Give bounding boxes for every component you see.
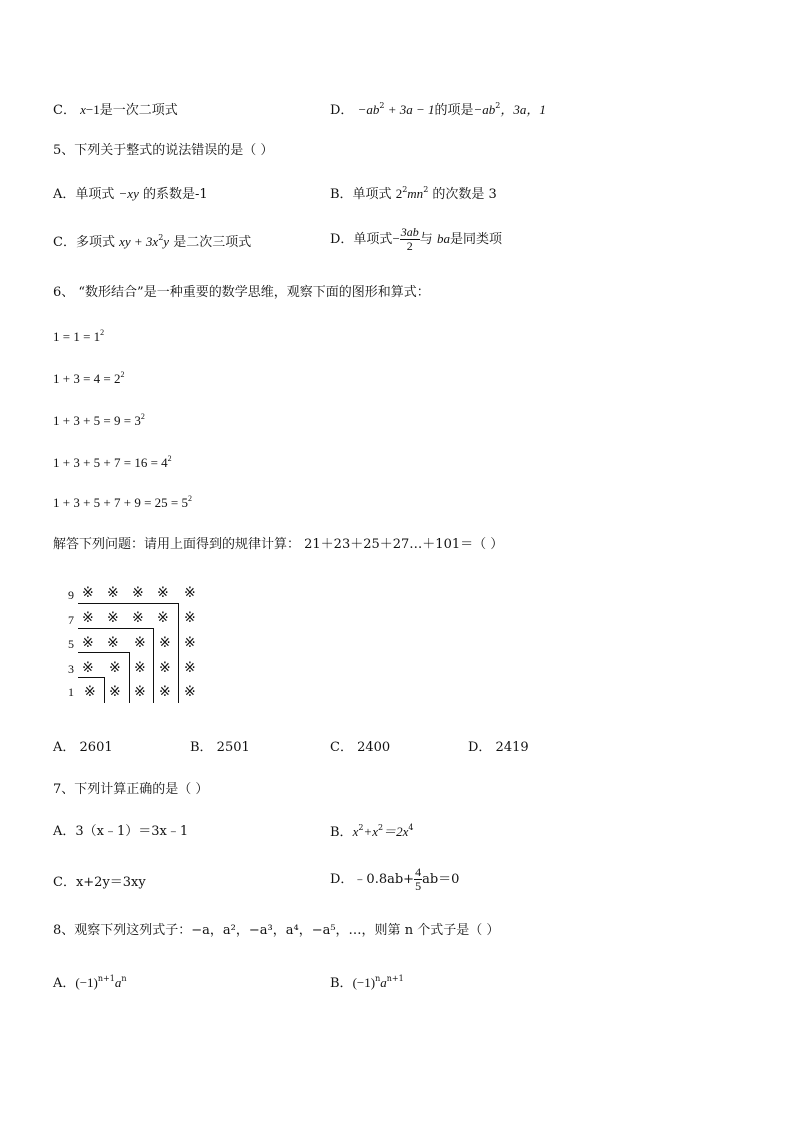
exponent: n [121, 974, 127, 983]
math-expr: − [392, 231, 400, 246]
exponent: 2 [167, 454, 172, 463]
star-mark: ※ [159, 635, 171, 651]
q6-option-c: C． 2400 [330, 740, 391, 755]
star-mark: ※ [107, 585, 119, 601]
exponent: 2 [423, 185, 429, 194]
math-expr: −xy [118, 186, 139, 201]
l-border [78, 652, 129, 653]
star-mark: ※ [132, 585, 144, 601]
q5-option-b [330, 185, 497, 204]
star-mark: ※ [159, 660, 171, 676]
l-border [153, 628, 154, 703]
star-mark: ※ [134, 684, 146, 700]
star-mark: ※ [134, 635, 146, 651]
q8-stem [53, 922, 499, 940]
row-label: 9 [68, 588, 74, 602]
option-letter: C． [53, 103, 76, 118]
exponent: 2 [188, 494, 192, 503]
math-expr: (−1) [352, 975, 376, 990]
math-expr: x [80, 102, 86, 117]
q7-option-b [330, 823, 413, 842]
math-expr: −1 [85, 102, 100, 117]
q7-option-c: C．x+2y＝3xy [53, 875, 146, 890]
star-mark: ※ [184, 660, 196, 676]
exponent: 2 [120, 370, 125, 379]
math-expr: x [352, 824, 359, 839]
q5-stem: 5、下列关于整式的说法错误的是（ ） [53, 143, 274, 158]
star-mark: ※ [109, 660, 121, 676]
math-expr: a [114, 975, 122, 990]
q6-stem: 6、 “数形结合”是一种重要的数学思维，观察下面的图形和算式： [53, 285, 430, 300]
star-mark: ※ [157, 610, 169, 626]
option-text: 是同类项 [449, 232, 502, 247]
exponent: 2 [100, 328, 105, 337]
math-expr: 2 [395, 186, 403, 201]
math-expr: a [380, 975, 387, 990]
equation-text: 1 + 3 + 5 + 7 + 9 = 25 = 5 [53, 495, 188, 510]
star-mark: ※ [132, 610, 144, 626]
star-mark: ※ [184, 635, 196, 651]
numerator: 3ab [400, 225, 419, 239]
option-letter: D． [330, 103, 354, 118]
star-mark: ※ [159, 684, 171, 700]
option-text: ab＝0 [422, 872, 460, 887]
option-letter: B． [330, 825, 353, 840]
star-mark: ※ [109, 684, 121, 700]
math-expr: mn [407, 186, 424, 201]
row-label: 3 [68, 662, 74, 676]
math-expr: + 3a − 1 [384, 102, 435, 117]
star-mark: ※ [184, 684, 196, 700]
star-mark: ※ [157, 585, 169, 601]
equation-text: 1 + 3 + 5 + 7 = 16 = 4 [53, 455, 168, 470]
option-letter: B． [330, 976, 353, 991]
row-label: 5 [68, 637, 74, 651]
math-expr: ba [436, 231, 450, 246]
q6-equation [53, 454, 172, 472]
star-mark: ※ [82, 660, 94, 676]
q8-option-a [53, 974, 127, 993]
exponent: 2 [140, 412, 145, 421]
star-mark: ※ [82, 610, 94, 626]
l-border [178, 603, 179, 703]
math-expr: y [163, 234, 170, 249]
q6-equation [53, 412, 145, 430]
exponent: n+1 [386, 974, 404, 983]
star-mark: ※ [82, 635, 94, 651]
denominator: 5 [415, 879, 422, 893]
option-text: D．单项式 [330, 232, 393, 247]
star-mark: ※ [134, 660, 146, 676]
math-expr: ，3a，1 [500, 102, 546, 117]
numerator: 4 [415, 865, 422, 879]
star-mark: ※ [107, 635, 119, 651]
math-expr: −ab [473, 102, 496, 117]
q5-option-a [53, 185, 208, 204]
l-border [78, 603, 178, 604]
option-text: 的系数是-1 [142, 187, 208, 202]
q6-question: 解答下列问题：请用上面得到的规律计算： 21＋23＋25＋27…＋101＝（ ） [53, 537, 504, 552]
exponent: 2 [358, 823, 364, 832]
q7-option-a: A．3（x﹣1）＝3x﹣1 [53, 824, 189, 839]
star-mark: ※ [82, 585, 94, 601]
option-letter: A． [53, 976, 76, 991]
exponent: n [375, 974, 381, 983]
q8-option-b [330, 974, 404, 993]
l-border [104, 677, 105, 703]
math-expr: (−1) [75, 975, 98, 990]
q5-option-c [53, 233, 251, 252]
fraction [400, 226, 420, 253]
q6-option-a: A． 2601 [53, 740, 113, 755]
exponent: 2 [379, 101, 385, 110]
q4-option-d [330, 101, 546, 120]
stem-text: 8、观察下列这列式子： [53, 923, 192, 938]
star-mark: ※ [184, 585, 196, 601]
math-expr: +x [363, 824, 378, 839]
math-expr: xy + 3x [119, 234, 159, 249]
q7-option-d [330, 866, 459, 893]
option-text: B．单项式 [330, 187, 392, 202]
star-mark: ※ [84, 684, 96, 700]
exponent: 2 [377, 823, 384, 832]
l-border [78, 628, 153, 629]
star-mark: ※ [107, 610, 119, 626]
exponent: n+1 [97, 974, 115, 983]
option-text: 的次数是 3 [432, 187, 497, 202]
option-text: 的项是 [434, 103, 474, 118]
option-text: 是一次二项式 [99, 103, 178, 118]
option-text: 是二次三项式 [173, 235, 252, 250]
star-mark: ※ [184, 610, 196, 626]
exponent: 2 [158, 233, 164, 242]
math-expr: −ab [357, 102, 380, 117]
dot-square-figure [62, 582, 212, 708]
equation-text: 1 + 3 + 5 = 9 = 3 [53, 413, 141, 428]
l-border [78, 677, 104, 678]
option-text: D．﹣0.8ab+ [330, 872, 415, 887]
option-text: A．单项式 [53, 187, 115, 202]
equation-text: 1 + 3 = 4 = 2 [53, 371, 121, 386]
q7-stem: 7、下列计算正确的是（ ） [53, 782, 209, 797]
q6-equation [53, 328, 104, 346]
stem-terms: −a，a²，−a³，a⁴，−a⁵，…，则第 n 个式子是（ ） [191, 923, 500, 938]
l-border [129, 652, 130, 703]
exponent: 2 [402, 185, 408, 194]
fraction [414, 866, 422, 893]
q5-option-d [330, 226, 502, 253]
row-label: 1 [68, 685, 74, 699]
q6-equation [53, 370, 125, 388]
math-expr: ＝2x [383, 824, 409, 839]
denominator: 2 [406, 239, 413, 253]
q6-equation [53, 494, 192, 512]
row-label: 7 [68, 613, 74, 627]
q6-option-d: D． 2419 [468, 740, 529, 755]
q4-option-c [53, 101, 178, 120]
exponent: 4 [408, 823, 414, 832]
option-text: 与 [419, 232, 433, 247]
exponent: 2 [495, 101, 501, 110]
equation-text: 1 = 1 = 1 [53, 329, 101, 344]
q6-option-b: B． 2501 [190, 740, 250, 755]
option-text: C．多项式 [53, 235, 115, 250]
